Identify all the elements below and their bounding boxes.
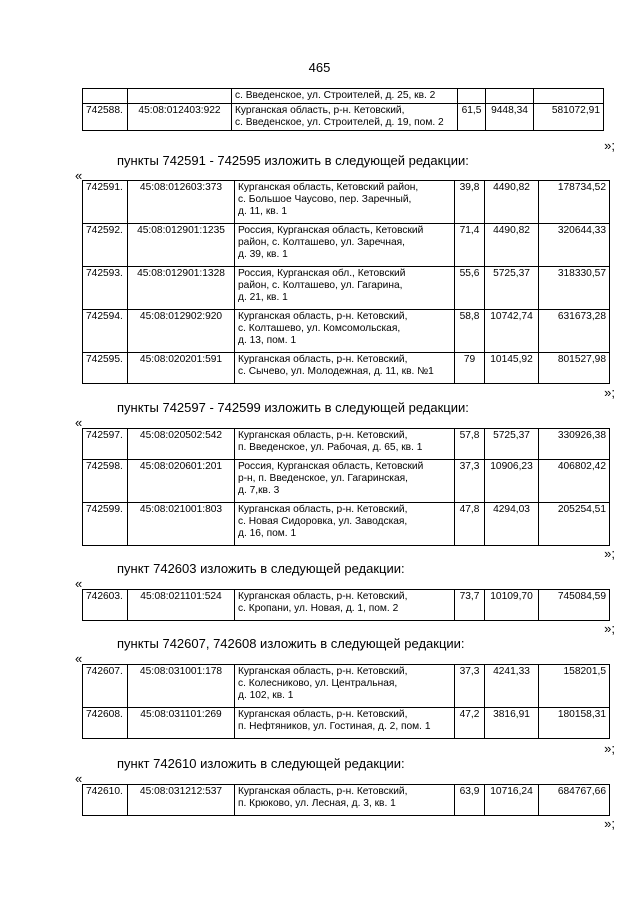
area: 71,4	[455, 224, 485, 267]
area	[458, 89, 486, 104]
closing-quote: »;	[604, 546, 615, 561]
section-heading: пункт 742603 изложить в следующей редакции:	[117, 561, 405, 576]
table-row	[83, 460, 610, 503]
opening-quote: «	[75, 771, 83, 786]
section-heading: пункты 742597 - 742599 изложить в следующей редакции:	[117, 400, 469, 415]
table-row	[83, 590, 610, 621]
cadastral-value: 318330,57	[539, 267, 610, 310]
area: 73,7	[455, 590, 485, 621]
address: Курганская область, р-н. Кетовский, с. Кропани, ул. Новая, д. 1, пом. 2	[235, 590, 455, 621]
opening-quote: «	[75, 168, 83, 183]
cadastral-number	[128, 89, 232, 104]
closing-quote: »;	[604, 385, 615, 400]
address: Курганская область, р-н. Кетовский, п. Крюково, ул. Лесная, д. 3, кв. 1	[235, 785, 455, 816]
unit-value: 4490,82	[485, 224, 539, 267]
address: Россия, Курганская обл., Кетовский район, с. Колташево, ул. Гагарина, д. 21, кв. 1	[235, 267, 455, 310]
cadastral-value: 684767,66	[539, 785, 610, 816]
area: 61,5	[458, 104, 486, 131]
page-number: 465	[308, 60, 331, 75]
address: Курганская область, р-н. Кетовский, с. Новая Сидоровка, ул. Заводская, д. 16, пом. 1	[235, 503, 455, 546]
section-heading: пункт 742610 изложить в следующей редакции:	[117, 756, 405, 771]
registry-table-top	[82, 88, 604, 131]
cadastral-value: 158201,5	[539, 665, 610, 708]
cadastral-number: 45:08:012901:1328	[128, 267, 235, 310]
table-row	[83, 708, 610, 739]
cadastral-value: 801527,98	[539, 353, 610, 384]
row-number: 742597.	[83, 429, 128, 460]
unit-value: 4294,03	[485, 503, 539, 546]
table-row	[83, 181, 610, 224]
cadastral-value: 320644,33	[539, 224, 610, 267]
unit-value	[486, 89, 534, 104]
unit-value: 10742,74	[485, 310, 539, 353]
cadastral-value: 745084,59	[539, 590, 610, 621]
row-number: 742610.	[83, 785, 128, 816]
cadastral-number: 45:08:012901:1235	[128, 224, 235, 267]
row-number: 742588.	[83, 104, 128, 131]
address: Россия, Курганская область, Кетовский район, с. Колташево, ул. Заречная, д. 39, кв. 1	[235, 224, 455, 267]
area: 47,8	[455, 503, 485, 546]
area: 57,8	[455, 429, 485, 460]
area: 58,8	[455, 310, 485, 353]
unit-value: 10716,24	[485, 785, 539, 816]
table-row	[83, 89, 604, 104]
registry-table	[82, 428, 610, 546]
address: Курганская область, р-н. Кетовский, с. Сычево, ул. Молодежная, д. 11, кв. №1	[235, 353, 455, 384]
table-row	[83, 224, 610, 267]
area: 47,2	[455, 708, 485, 739]
cadastral-number: 45:08:031101:269	[128, 708, 235, 739]
cadastral-value: 178734,52	[539, 181, 610, 224]
unit-value: 4241,33	[485, 665, 539, 708]
area: 39,8	[455, 181, 485, 224]
area: 37,3	[455, 460, 485, 503]
unit-value: 4490,82	[485, 181, 539, 224]
address: Курганская область, р-н. Кетовский, с. Колесниково, ул. Центральная, д. 102, кв. 1	[235, 665, 455, 708]
table-row	[83, 267, 610, 310]
address: Курганская область, Кетовский район, с. Большое Чаусово, пер. Заречный, д. 11, кв. 1	[235, 181, 455, 224]
cadastral-number: 45:08:012603:373	[128, 181, 235, 224]
unit-value: 10109,70	[485, 590, 539, 621]
unit-value: 10145,92	[485, 353, 539, 384]
cadastral-number: 45:08:031212:537	[128, 785, 235, 816]
cadastral-number: 45:08:012902:920	[128, 310, 235, 353]
cadastral-number: 45:08:020502:542	[128, 429, 235, 460]
registry-table	[82, 180, 610, 384]
section-heading: пункты 742591 - 742595 изложить в следующей редакции:	[117, 153, 469, 168]
address: Курганская область, р-н. Кетовский, п. Введенское, ул. Рабочая, д. 65, кв. 1	[235, 429, 455, 460]
row-number: 742598.	[83, 460, 128, 503]
unit-value: 10906,23	[485, 460, 539, 503]
table-row	[83, 429, 610, 460]
cadastral-value: 180158,31	[539, 708, 610, 739]
row-number: 742595.	[83, 353, 128, 384]
row-number: 742592.	[83, 224, 128, 267]
cadastral-value: 631673,28	[539, 310, 610, 353]
address: с. Введенское, ул. Строителей, д. 25, кв. 2	[232, 89, 458, 104]
opening-quote: «	[75, 415, 83, 430]
closing-quote: »;	[604, 621, 615, 636]
section-heading: пункты 742607, 742608 изложить в следующей редакции:	[117, 636, 465, 651]
unit-value: 5725,37	[485, 267, 539, 310]
row-number: 742599.	[83, 503, 128, 546]
row-number: 742594.	[83, 310, 128, 353]
area: 37,3	[455, 665, 485, 708]
cadastral-value: 330926,38	[539, 429, 610, 460]
row-number: 742607.	[83, 665, 128, 708]
row-number: 742593.	[83, 267, 128, 310]
row-number: 742591.	[83, 181, 128, 224]
unit-value: 5725,37	[485, 429, 539, 460]
row-number	[83, 89, 128, 104]
table-row	[83, 785, 610, 816]
row-number: 742603.	[83, 590, 128, 621]
cadastral-number: 45:08:021101:524	[128, 590, 235, 621]
cadastral-value: 581072,91	[534, 104, 604, 131]
cadastral-number: 45:08:021001:803	[128, 503, 235, 546]
opening-quote: «	[75, 651, 83, 666]
table-row	[83, 104, 604, 131]
table-row	[83, 503, 610, 546]
cadastral-number: 45:08:031001:178	[128, 665, 235, 708]
address: Курганская область, р-н. Кетовский, с. Колташево, ул. Комсомольская, д. 13, пом. 1	[235, 310, 455, 353]
opening-quote: «	[75, 576, 83, 591]
cadastral-value: 205254,51	[539, 503, 610, 546]
table-row	[83, 665, 610, 708]
area: 63,9	[455, 785, 485, 816]
address: Курганская область, р-н. Кетовский, с. Введенское, ул. Строителей, д. 19, пом. 2	[232, 104, 458, 131]
registry-table	[82, 784, 610, 816]
cadastral-number: 45:08:012403:922	[128, 104, 232, 131]
registry-table	[82, 589, 610, 621]
closing-quote: »;	[604, 741, 615, 756]
row-number: 742608.	[83, 708, 128, 739]
registry-table	[82, 664, 610, 739]
area: 55,6	[455, 267, 485, 310]
table-row	[83, 353, 610, 384]
unit-value: 3816,91	[485, 708, 539, 739]
unit-value: 9448,34	[486, 104, 534, 131]
closing-quote: »;	[604, 816, 615, 831]
address: Курганская область, р-н. Кетовский, п. Нефтяников, ул. Гостиная, д. 2, пом. 1	[235, 708, 455, 739]
cadastral-value	[534, 89, 604, 104]
cadastral-value: 406802,42	[539, 460, 610, 503]
area: 79	[455, 353, 485, 384]
table-row	[83, 310, 610, 353]
closing-quote: »;	[604, 138, 615, 153]
address: Россия, Курганская область, Кетовский р-н, п. Введенское, ул. Гагаринская, д. 7,кв. 3	[235, 460, 455, 503]
cadastral-number: 45:08:020601:201	[128, 460, 235, 503]
cadastral-number: 45:08:020201:591	[128, 353, 235, 384]
